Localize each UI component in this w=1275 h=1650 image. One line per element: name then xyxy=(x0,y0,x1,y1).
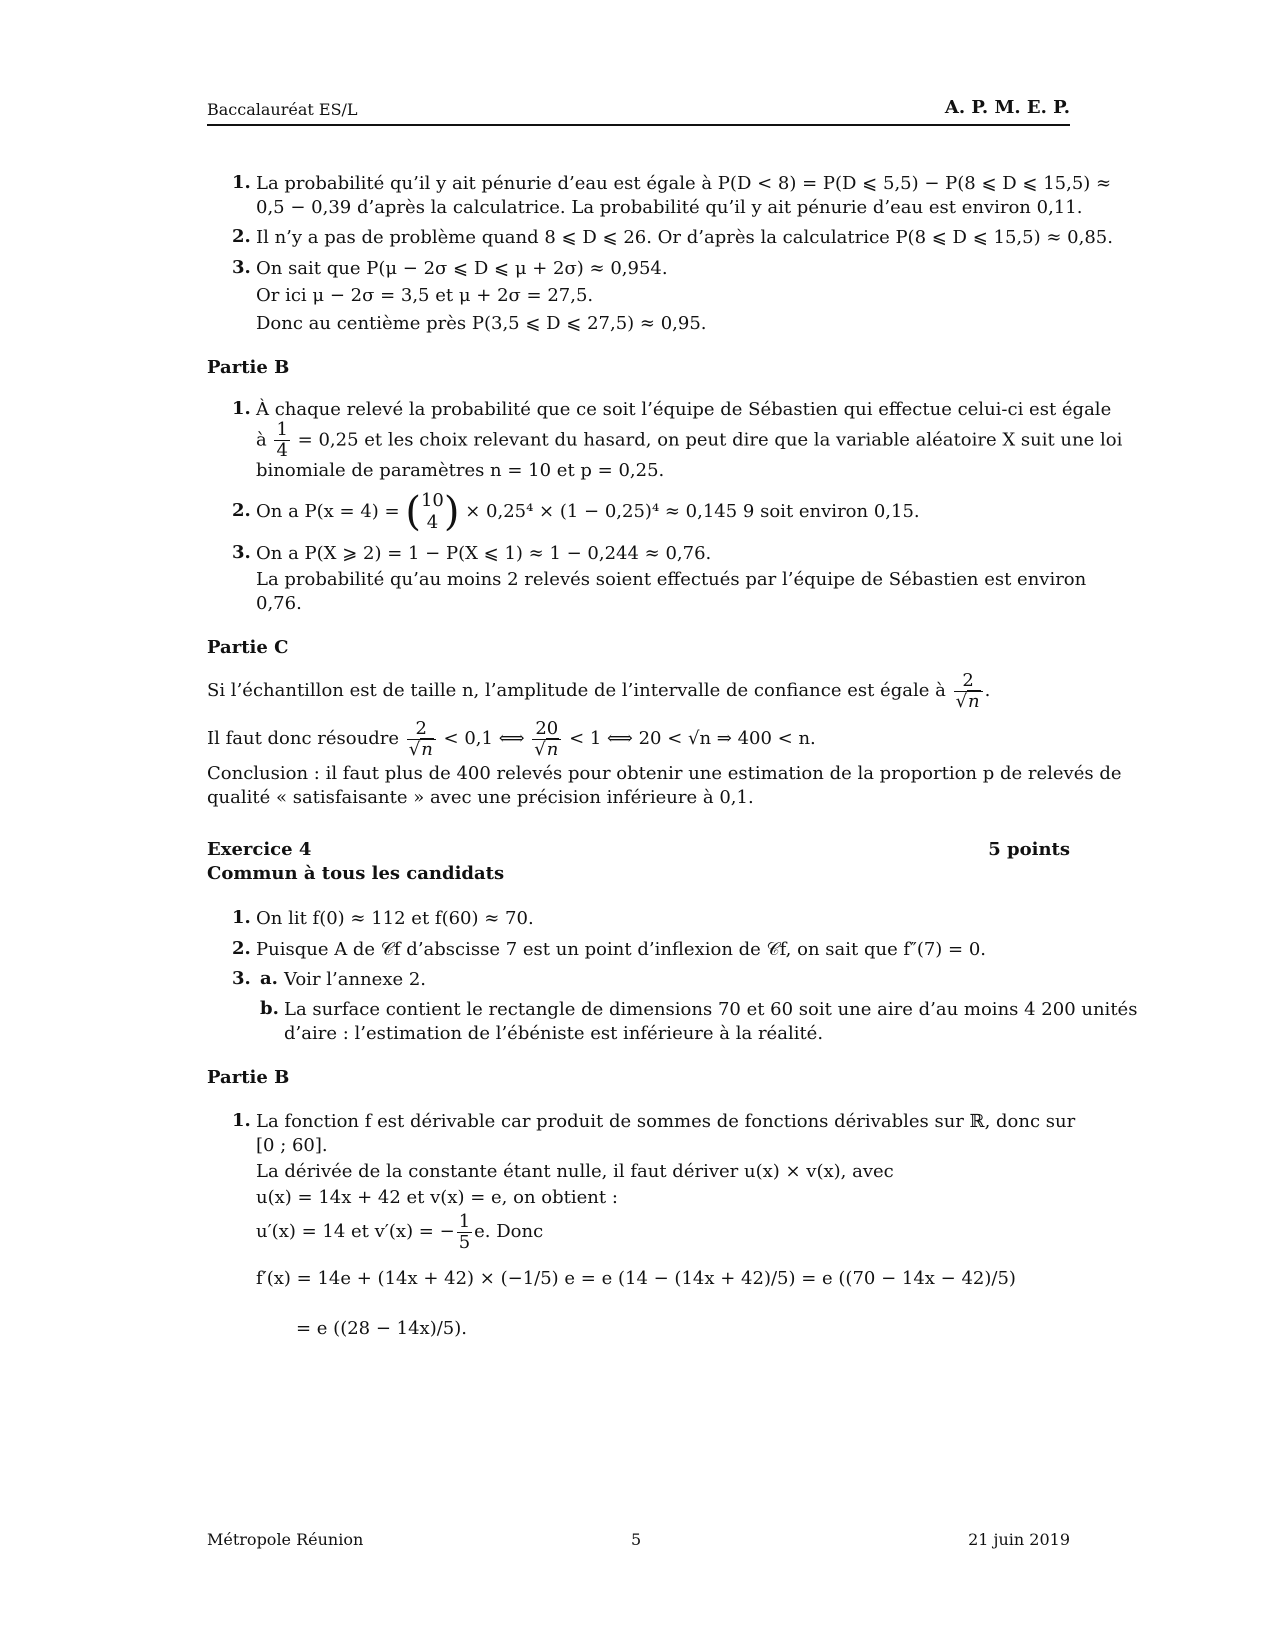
partB-q1-line1: À chaque relevé la probabilité que ce soit l’équipe de Sébastien qui effectue celui-ci est égale xyxy=(256,399,1112,420)
partA-q3-line2: Or ici μ − 2σ = 3,5 et μ + 2σ = 27,5. xyxy=(256,285,594,306)
ex4-subtitle: Commun à tous les candidats xyxy=(207,863,505,884)
item-number-3: 3. xyxy=(232,968,251,989)
partB2-q1-line5 xyxy=(256,1210,543,1254)
partB2-q1-line5-a: u′(x) = 14 et v′(x) = − xyxy=(256,1221,455,1242)
partB-q2-a: On a P(x = 4) = xyxy=(256,501,400,522)
item-number-1: 1. xyxy=(232,1110,251,1131)
partB2-q1-line2: [0 ; 60]. xyxy=(256,1135,328,1156)
ex4-title: Exercice 4 xyxy=(207,839,312,860)
item-number-3: 3. xyxy=(232,542,251,563)
header-right: A. P. M. E. P. xyxy=(944,97,1070,118)
partB-q1-line2-a: à xyxy=(256,429,267,451)
fraction-2-over-sqrt-n: $\frac{2}{√n}$ xyxy=(407,719,436,760)
partB-q3-line1: On a P(X ⩾ 2) = 1 − P(X ⩽ 1) ≈ 1 − 0,244 ≈ 0,76. xyxy=(256,543,712,564)
partC-line4: qualité « satisfaisante » avec une précision inférieure à 0,1. xyxy=(207,787,754,808)
partB-q3-line3: 0,76. xyxy=(256,593,302,614)
fraction-one-fifth: $\frac{1}{5}$ xyxy=(458,1210,471,1253)
item-number-2: 2. xyxy=(232,938,251,959)
partB2-q1-line1: La fonction f est dérivable car produit de sommes de fonctions dérivables sur ℝ, donc sur xyxy=(256,1111,1076,1132)
partA-q3-line1: On sait que P(μ − 2σ ⩽ D ⩽ μ + 2σ) ≈ 0,954. xyxy=(256,258,668,279)
partB-q2-b: × 0,25⁴ × (1 − 0,25)⁴ ≈ 0,145 9 soit environ 0,15. xyxy=(465,501,920,522)
binomial-coefficient: 10 4 xyxy=(420,490,444,533)
item-letter-a: a. xyxy=(260,968,278,989)
fraction-20-over-sqrt-n: $\frac{20}{√n}$ xyxy=(532,719,561,760)
partC-line1: Si l’échantillon est de taille n, l’amplitude de l’intervalle de confiance est égale à $\frac{2}{√n}$ . xyxy=(207,669,991,712)
ex4-q3a: Voir l’annexe 2. xyxy=(284,969,427,990)
item-number-2: 2. xyxy=(232,500,251,521)
item-number-2: 2. xyxy=(232,226,251,247)
partB2-title: Partie B xyxy=(207,1067,290,1088)
partB2-q1-line4: u(x) = 14x + 42 et v(x) = e, on obtient : xyxy=(256,1187,618,1208)
partA-q1-line1: La probabilité qu’il y ait pénurie d’eau est égale à P(D < 8) = P(D ⩽ 5,5) − P(8 ⩽ D ⩽ 15,5) ≈ xyxy=(256,173,1112,194)
ex4-q1: On lit f(0) ≈ 112 et f(60) ≈ 70. xyxy=(256,908,534,929)
partC-line2 xyxy=(207,716,816,762)
item-number-1: 1. xyxy=(232,172,251,193)
partB-q1-line2 xyxy=(256,420,1122,461)
partB2-q1-line6: f′(x) = 14e + (14x + 42) × (−1/5) e = e (14 − (14x + 42)/5) = e ((70 − 14x − 42)/5) xyxy=(256,1268,1016,1289)
partA-q3-line3: Donc au centième près P(3,5 ⩽ D ⩽ 27,5) ≈ 0,95. xyxy=(256,313,707,334)
item-letter-b: b. xyxy=(260,998,279,1019)
partA-q1-line2: 0,5 − 0,39 d’après la calculatrice. La probabilité qu’il y ait pénurie d’eau est environ 0,11. xyxy=(256,197,1083,218)
partC-line1-text: Si l’échantillon est de taille n, l’amplitude de l’intervalle de confiance est égale à xyxy=(207,680,946,701)
partC-title: Partie C xyxy=(207,637,289,658)
item-number-1: 1. xyxy=(232,398,251,419)
header-rule xyxy=(207,124,1070,126)
partC-line3: Conclusion : il faut plus de 400 relevés pour obtenir une estimation de la proportion p de relevés de xyxy=(207,763,1122,784)
ex4-points: 5 points xyxy=(988,839,1070,860)
fraction-2-over-sqrt-n: $\frac{2}{√n}$ xyxy=(954,671,983,712)
header-left: Baccalauréat ES/L xyxy=(207,100,358,119)
footer-left: Métropole Réunion xyxy=(207,1530,364,1549)
item-number-3: 3. xyxy=(232,257,251,278)
partA-q2: Il n’y a pas de problème quand 8 ⩽ D ⩽ 26. Or d’après la calculatrice P(8 ⩽ D ⩽ 15,5) ≈ 0,85. xyxy=(256,227,1113,248)
item-number-1: 1. xyxy=(232,907,251,928)
partC-line2-c: < 1 ⟺ 20 < √n ⇒ 400 < n. xyxy=(569,728,816,749)
partB-q3-line2: La probabilité qu’au moins 2 relevés soient effectués par l’équipe de Sébastien est environ xyxy=(256,569,1087,590)
page-number: 5 xyxy=(631,1530,642,1549)
footer-right: 21 juin 2019 xyxy=(968,1530,1070,1549)
partB2-q1-line5-b: e. Donc xyxy=(474,1221,544,1242)
partC-line2-b: < 0,1 ⟺ xyxy=(443,728,525,749)
partB-q1-line2-b: = 0,25 et les choix relevant du hasard, on peut dire que la variable aléatoire X suit une loi xyxy=(297,429,1123,451)
fraction-one-quarter: $\frac{1}{4}$ xyxy=(276,419,288,461)
partB2-q1-line3: La dérivée de la constante étant nulle, il faut dériver u(x) × v(x), avec xyxy=(256,1161,894,1182)
partB-q1-line3: binomiale de paramètres n = 10 et p = 0,25. xyxy=(256,460,665,481)
partB-title: Partie B xyxy=(207,357,290,378)
partC-line2-a: Il faut donc résoudre xyxy=(207,728,399,749)
ex4-q3b-line2: d’aire : l’estimation de l’ébéniste est inférieure à la réalité. xyxy=(284,1023,824,1044)
ex4-q3b-line1: La surface contient le rectangle de dimensions 70 et 60 soit une aire d’au moins 4 200 unités xyxy=(284,999,1138,1020)
partB-q2: On a P(x = 4) = (10 4 ) × 0,25⁴ × (1 − 0,25)⁴ ≈ 0,145 9 soit environ 0,15. xyxy=(256,489,920,535)
partB2-q1-line7: = e ((28 − 14x)/5). xyxy=(296,1318,467,1339)
ex4-q2: Puisque A de 𝒞f d’abscisse 7 est un point d’inflexion de 𝒞f, on sait que f″(7) = 0. xyxy=(256,939,987,960)
